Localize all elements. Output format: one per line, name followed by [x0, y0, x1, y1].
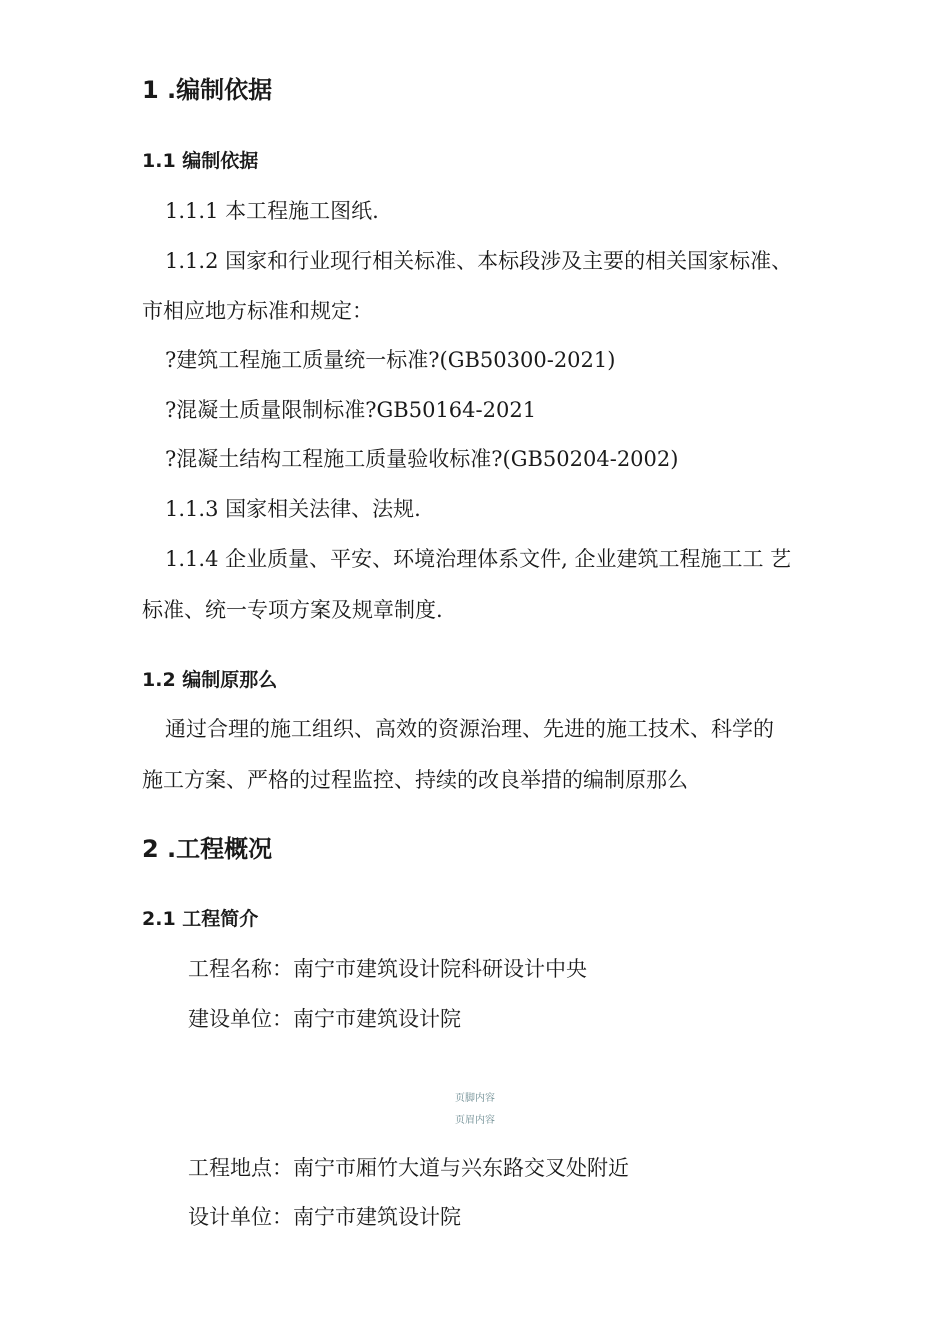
heading-1-compilation-basis: 1 .编制依据: [142, 76, 273, 104]
principles-paragraph-line1: 通过合理的施工组织、高效的资源治理、先进的施工技术、科学的: [165, 717, 774, 741]
item-1-1-4-line1: 1.1.4 企业质量、平安、环境治理体系文件, 企业建筑工程施工工 艺: [165, 547, 792, 571]
project-location: 工程地点：南宁市厢竹大道与兴东路交叉处附近: [188, 1156, 629, 1180]
standard-item-2: ?混凝土质量限制标准?GB50164-2021: [165, 398, 537, 422]
page-footer: 页脚内容: [455, 1093, 495, 1104]
item-1-1-3: 1.1.3 国家相关法律、法规.: [165, 497, 421, 521]
standard-item-3: ?混凝土结构工程施工质量验收标准?(GB50204-2002): [165, 447, 679, 471]
item-1-1-1: 1.1.1 本工程施工图纸.: [165, 199, 379, 223]
item-1-1-4-line2: 标准、统一专项方案及规章制度.: [142, 598, 443, 622]
page-header: 页眉内容: [455, 1115, 495, 1126]
project-owner: 建设单位：南宁市建筑设计院: [188, 1007, 461, 1031]
project-name: 工程名称：南宁市建筑设计院科研设计中央: [188, 957, 587, 981]
heading-1-1-compilation-basis: 1.1 编制依据: [142, 150, 259, 172]
heading-2-1-project-intro: 2.1 工程简介: [142, 908, 259, 930]
standard-item-1: ?建筑工程施工质量统一标准?(GB50300-2021): [165, 348, 616, 372]
project-designer: 设计单位：南宁市建筑设计院: [188, 1205, 461, 1229]
item-1-1-2-line2: 市相应地方标准和规定：: [142, 299, 373, 323]
item-1-1-2-line1: 1.1.2 国家和行业现行相关标准、本标段涉及主要的相关国家标准、: [165, 249, 793, 273]
heading-1-2-principles: 1.2 编制原那么: [142, 669, 278, 691]
principles-paragraph-line2: 施工方案、严格的过程监控、持续的改良举措的编制原那么: [142, 768, 688, 792]
heading-2-project-overview: 2 .工程概况: [142, 835, 273, 863]
